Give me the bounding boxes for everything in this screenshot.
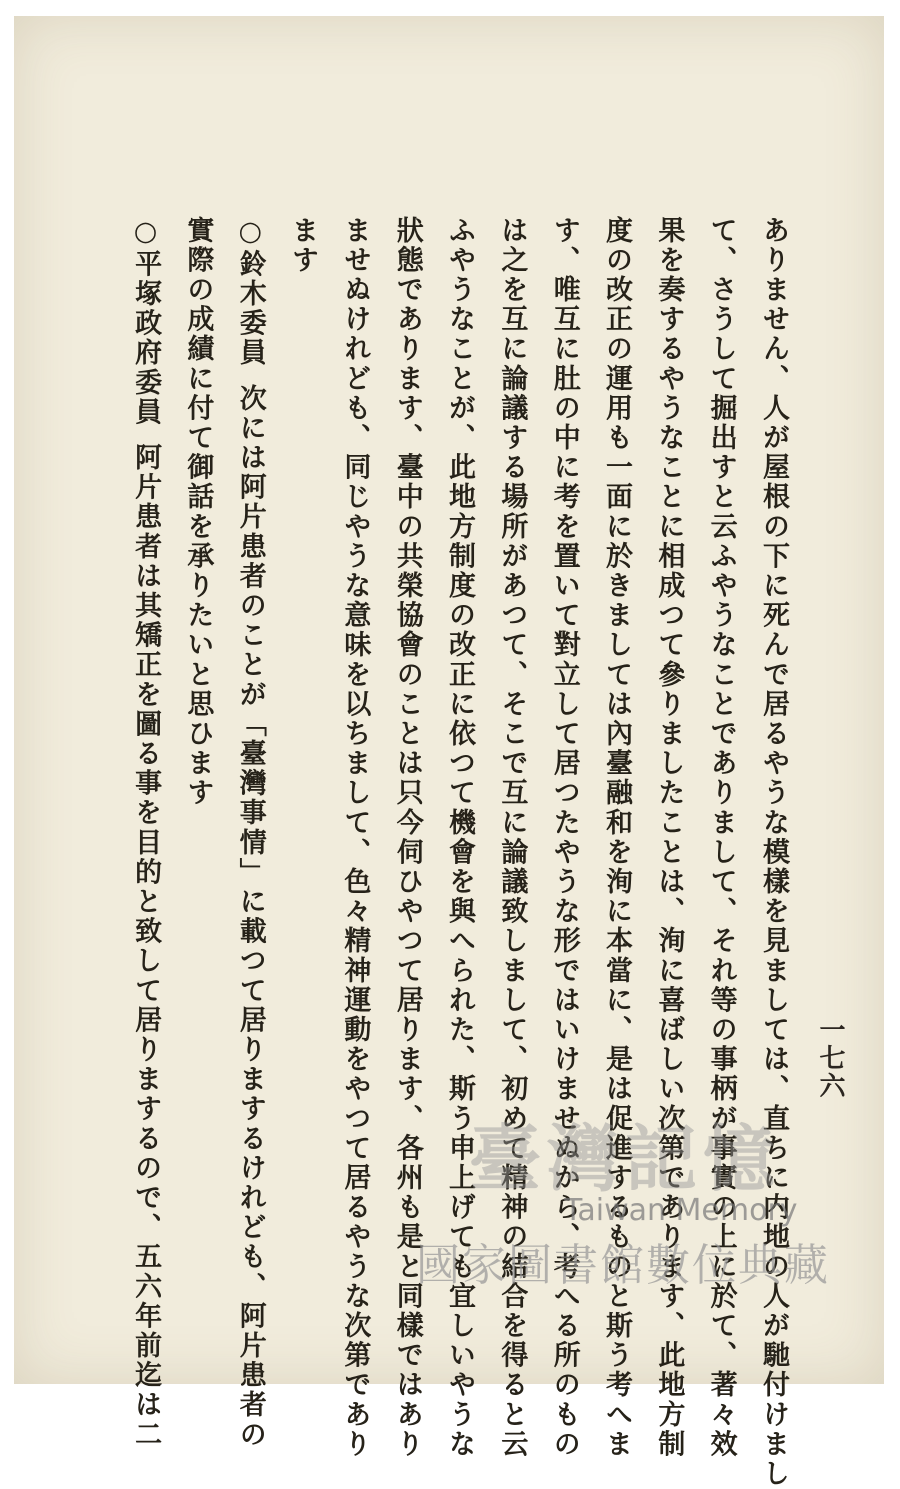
vertical-text-body [130, 216, 789, 1489]
column-text: 實際の成績に付て御話を承りたいと思ひます [182, 216, 214, 808]
text-column [130, 216, 162, 1450]
column-text: ありません、人が屋根の下に死んで居るやうな模樣を見ましては、直ちに内地の人が馳付けまし [758, 216, 789, 1489]
column-text: ませぬけれども、同じやうな意味を以ちまして、色々精神運動をやつて居るやうな次第であり [339, 216, 371, 1460]
document-page [14, 16, 884, 1489]
text-column [444, 216, 476, 1460]
text-column [339, 216, 371, 1460]
text-column [548, 216, 580, 1460]
page-number: 一七六 [815, 1016, 845, 1100]
column-text: ふやうなことが、此地方制度の改正に依つて機會を與へられた、斯う申上げても宜しいやうな [444, 216, 476, 1460]
column-text: 次には阿片患者のことが「臺灣事情」に載つて居りまするけれども、阿片患者の [234, 384, 266, 1450]
column-text: 度の改正の運用も一面に於きましては內臺融和を洵に本當に、是は促進するものと斯う考へま [601, 216, 633, 1460]
column-text: す、唯互に肚の中に考を置いて對立して居つたやうな形ではいけませぬから、考へる所のもの [548, 216, 580, 1460]
text-column [391, 216, 423, 1460]
text-column [234, 216, 266, 1450]
column-text: は之を互に論議する場所があつて、そこで互に論議致しまして、初めて精神の結合を得ると云 [496, 216, 528, 1460]
watermark-title: 臺灣記憶 [469, 1116, 782, 1201]
text-column [758, 216, 789, 1489]
text-column [653, 216, 685, 1460]
text-column [601, 216, 633, 1460]
column-text: て、さうして掘出すと云ふやうなことでありまして、それ等の事柄が事實の上に於て、著々效 [705, 216, 737, 1460]
speaker-label: ○平塚政府委員 [130, 216, 162, 428]
column-text: 阿片患者は其矯正を圖る事を目的と致して居りまするので、五六年前迄は二 [130, 443, 162, 1450]
column-text: 狀態であります、臺中の共榮協會のことは只今伺ひやつて居ります、各州も是と同樣ではあり [391, 216, 423, 1460]
text-column [182, 216, 214, 1296]
speaker-label: ○鈴木委員 [234, 216, 266, 368]
column-text: ます [287, 216, 319, 276]
watermark-english: Taiwan Memory [564, 1193, 798, 1228]
text-column [287, 216, 319, 1296]
text-column [496, 216, 528, 1460]
watermark-subtitle: 國家圖書館數位典藏 [416, 1240, 830, 1291]
text-column [705, 216, 737, 1460]
column-text: 果を奏するやうなことに相成つて參りましたことは、洵に喜ばしい次第であります、此地方制 [653, 216, 685, 1460]
